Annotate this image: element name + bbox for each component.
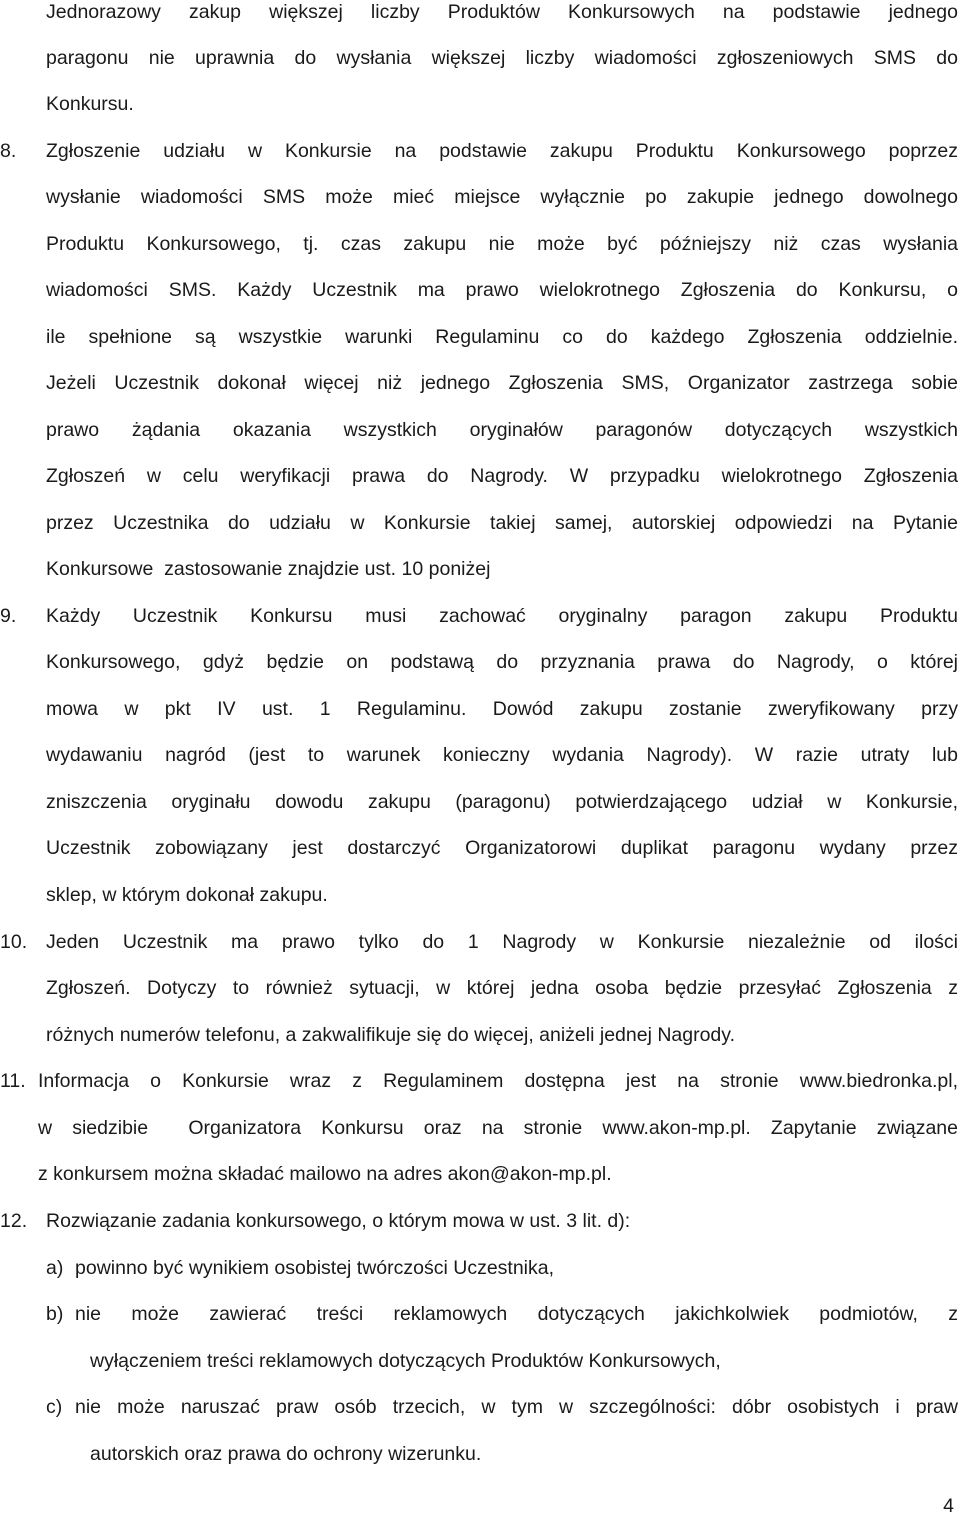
item-number: 10.: [0, 931, 28, 953]
item-11-line: w siedzibie Organizatora Konkursu oraz na stronie www.akon-mp.pl. Zapytanie związane: [38, 1117, 958, 1139]
intro-line: Konkursu.: [46, 93, 134, 115]
page-number: 4: [943, 1495, 954, 1517]
item-9-line: Uczestnik zobowiązany jest dostarczyć Organizatorowi duplikat paragonu wydany przez: [46, 837, 958, 859]
item-8-line: Jeżeli Uczestnik dokonał więcej niż jednego Zgłoszenia SMS, Organizator zastrzega sobie: [46, 372, 958, 394]
subitem-b-line: nie może zawierać treści reklamowych dotyczących jakichkolwiek podmiotów, z: [75, 1303, 958, 1325]
item-number: 9.: [0, 605, 17, 627]
item-number: 12.: [0, 1210, 28, 1232]
item-8-line: Konkursowe zastosowanie znajdzie ust. 10 poniżej: [46, 558, 491, 580]
item-12-line: Rozwiązanie zadania konkursowego, o którym mowa w ust. 3 lit. d):: [46, 1210, 631, 1232]
subitem-b-line: wyłączeniem treści reklamowych dotyczących Produktów Konkursowych,: [90, 1350, 721, 1372]
item-9-line: sklep, w którym dokonał zakupu.: [46, 884, 328, 906]
item-9-line: Każdy Uczestnik Konkursu musi zachować oryginalny paragon zakupu Produktu: [46, 605, 958, 627]
item-8-line: ile spełnione są wszystkie warunki Regulaminu co do każdego Zgłoszenia oddzielnie.: [46, 326, 958, 348]
item-8-line: Zgłoszeń w celu weryfikacji prawa do Nagrody. W przypadku wielokrotnego Zgłoszenia: [46, 465, 958, 487]
subitem-letter: a): [46, 1257, 64, 1279]
item-8-line: wysłanie wiadomości SMS może mieć miejsce wyłącznie po zakupie jednego dowolnego: [46, 186, 958, 208]
item-8-line: Produktu Konkursowego, tj. czas zakupu nie może być późniejszy niż czas wysłania: [46, 233, 958, 255]
item-9-line: zniszczenia oryginału dowodu zakupu (paragonu) potwierdzającego udział w Konkursie,: [46, 791, 958, 813]
subitem-c-line: nie może naruszać praw osób trzecich, w tym w szczególności: dóbr osobistych i praw: [75, 1396, 958, 1418]
item-number: 11.: [0, 1070, 26, 1092]
item-8-line: wiadomości SMS. Każdy Uczestnik ma prawo wielokrotnego Zgłoszenia do Konkursu, o: [46, 279, 958, 301]
intro-line: paragonu nie uprawnia do wysłania większej liczby wiadomości zgłoszeniowych SMS do: [46, 47, 958, 69]
subitem-letter: b): [46, 1303, 64, 1325]
item-8-line: prawo żądania okazania wszystkich oryginałów paragonów dotyczących wszystkich: [46, 419, 958, 441]
item-9-line: wydawaniu nagród (jest to warunek konieczny wydania Nagrody). W razie utraty lub: [46, 744, 958, 766]
item-11-line: Informacja o Konkursie wraz z Regulaminem dostępna jest na stronie www.biedronka.pl,: [38, 1070, 958, 1092]
item-8-line: Zgłoszenie udziału w Konkursie na podstawie zakupu Produktu Konkursowego poprzez: [46, 140, 958, 162]
item-10-line: Jeden Uczestnik ma prawo tylko do 1 Nagrody w Konkursie niezależnie od ilości: [46, 931, 958, 953]
item-9-line: mowa w pkt IV ust. 1 Regulaminu. Dowód zakupu zostanie zweryfikowany przy: [46, 698, 958, 720]
subitem-a-line: powinno być wynikiem osobistej twórczości Uczestnika,: [75, 1257, 555, 1279]
item-number: 8.: [0, 140, 17, 162]
intro-line: Jednorazowy zakup większej liczby Produktów Konkursowych na podstawie jednego: [46, 1, 958, 23]
subitem-letter: c): [46, 1396, 63, 1418]
item-8-line: przez Uczestnika do udziału w Konkursie takiej samej, autorskiej odpowiedzi na Pytanie: [46, 512, 958, 534]
item-9-line: Konkursowego, gdyż będzie on podstawą do przyznania prawa do Nagrody, o której: [46, 651, 958, 673]
item-11-line: z konkursem można składać mailowo na adres akon@akon-mp.pl.: [38, 1163, 612, 1185]
subitem-c-line: autorskich oraz prawa do ochrony wizerunku.: [90, 1443, 482, 1465]
item-10-line: Zgłoszeń. Dotyczy to również sytuacji, w której jedna osoba będzie przesyłać Zgłoszenia z: [46, 977, 958, 999]
item-10-line: różnych numerów telefonu, a zakwalifikuje się do więcej, aniżeli jednej Nagrody.: [46, 1024, 735, 1046]
